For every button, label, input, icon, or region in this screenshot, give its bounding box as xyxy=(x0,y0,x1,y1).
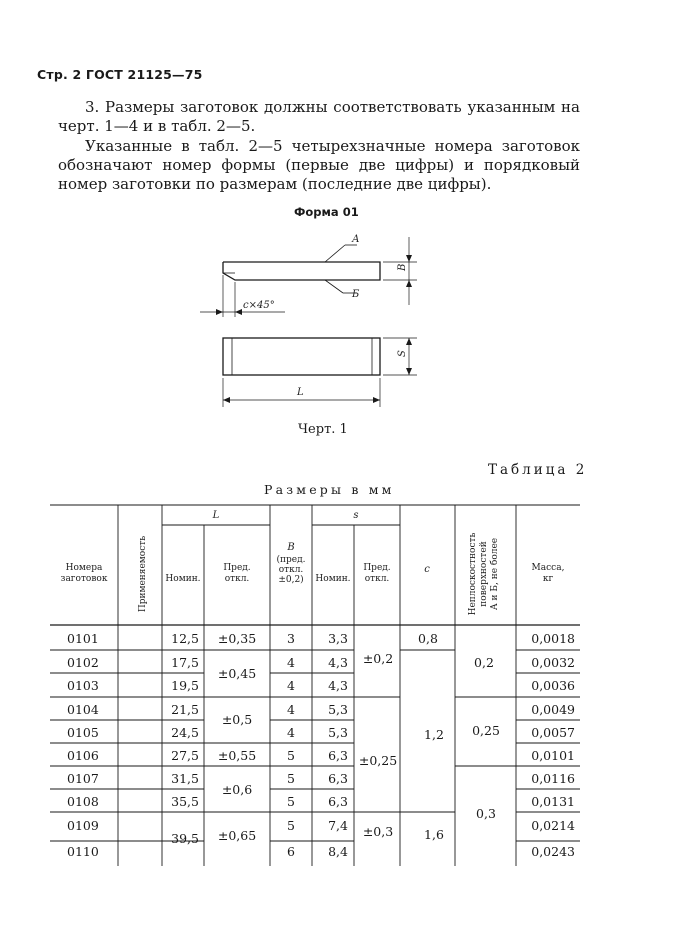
row-L: 24,5 xyxy=(171,725,199,740)
row-s: 7,4 xyxy=(328,818,348,833)
row-B: 5 xyxy=(287,771,295,786)
row-num: 0106 xyxy=(67,748,99,763)
row-s: 5,3 xyxy=(328,702,348,717)
label-a: А xyxy=(352,234,360,245)
hdr-L-nominal: Номин. xyxy=(165,574,201,584)
row-s: 6,3 xyxy=(328,748,348,763)
row-L-tol: ±0,65 xyxy=(217,828,257,843)
row-B: 4 xyxy=(287,655,295,670)
s-tol-group-2: ±0,25 xyxy=(358,753,398,768)
label-l: L xyxy=(297,387,304,398)
row-num: 0101 xyxy=(67,631,99,646)
hdr-c: c xyxy=(424,564,430,575)
row-num: 0109 xyxy=(67,818,99,833)
row-mass: 0,0131 xyxy=(531,794,575,809)
form-title: Форма 01 xyxy=(294,205,359,219)
row-B: 4 xyxy=(287,702,295,717)
hdr-mass-2: кг xyxy=(542,574,554,584)
row-L-tol: ±0,55 xyxy=(217,748,257,763)
row-num: 0103 xyxy=(67,678,99,693)
row-B: 5 xyxy=(287,748,295,763)
row-mass: 0,0036 xyxy=(531,678,575,693)
page-header: Стр. 2 ГОСТ 21125—75 xyxy=(37,67,203,82)
flat-group-1: 0,2 xyxy=(474,655,494,670)
row-B: 4 xyxy=(287,678,295,693)
row-s: 4,3 xyxy=(328,655,348,670)
table-body xyxy=(67,631,575,859)
hdr-number-1: Номера xyxy=(65,563,103,573)
row-B: 5 xyxy=(287,794,295,809)
row-mass: 0,0018 xyxy=(531,631,575,646)
row-s: 4,3 xyxy=(328,678,348,693)
hdr-applicability: Применяемость xyxy=(138,535,148,613)
s-tol-group-3: ±0,3 xyxy=(362,824,394,839)
table-title: Таблица 2 xyxy=(488,462,588,478)
row-B: 6 xyxy=(287,844,295,859)
hdr-s: s xyxy=(353,510,359,521)
row-B: 4 xyxy=(287,725,295,740)
row-B: 3 xyxy=(287,631,295,646)
row-mass: 0,0243 xyxy=(531,844,575,859)
row-mass: 0,0032 xyxy=(531,655,575,670)
flat-group-3: 0,3 xyxy=(476,806,496,821)
row-num: 0110 xyxy=(67,844,99,859)
hdr-mass-1: Масса, xyxy=(531,563,565,573)
chamfer-label: c×45° xyxy=(243,300,275,311)
row-s: 8,4 xyxy=(328,844,348,859)
row-s: 6,3 xyxy=(328,771,348,786)
c-group-1: 0,8 xyxy=(418,631,438,646)
row-L: 17,5 xyxy=(171,655,199,670)
row-L-tol: ±0,5 xyxy=(221,712,253,727)
row-num: 0104 xyxy=(67,702,99,717)
hdr-flatness-3: А и Б, не более xyxy=(490,537,500,611)
row-L: 19,5 xyxy=(171,678,199,693)
drawing-caption: Черт. 1 xyxy=(298,422,348,437)
row-num: 0102 xyxy=(67,655,99,670)
row-mass: 0,0049 xyxy=(531,702,575,717)
hdr-B-sub-1: (пред. xyxy=(276,555,306,565)
row-s: 6,3 xyxy=(328,794,348,809)
row-L-tol: ±0,6 xyxy=(221,782,253,797)
table-units: Размеры в мм xyxy=(264,482,395,497)
hdr-s-nominal: Номин. xyxy=(315,574,351,584)
hdr-B-sub-2: откл. xyxy=(278,565,304,575)
row-mass: 0,0101 xyxy=(531,748,575,763)
row-s: 3,3 xyxy=(328,631,348,646)
hdr-B: B xyxy=(287,542,295,553)
row-num: 0107 xyxy=(67,771,99,786)
label-b-cyr: Б xyxy=(352,289,360,300)
label-b: В xyxy=(397,263,408,271)
hdr-flatness-2: поверхностей xyxy=(479,541,489,607)
paragraph-sizes: 3. Размеры заготовок должны соответствовать указанным на черт. 1—4 и в табл. 2—5. xyxy=(58,98,580,135)
paragraph-numbering: Указанные в табл. 2—5 четырехзначные номера заготовок обозначают номер формы (первые две цифры) и порядковый номер заготовки по размерам (последние две цифры). xyxy=(58,137,580,193)
flat-group-2: 0,25 xyxy=(472,723,500,738)
c-group-3: 1,6 xyxy=(424,827,444,842)
c-group-2: 1,2 xyxy=(424,727,444,742)
hdr-B-sub-3: ±0,2) xyxy=(278,575,304,585)
row-L: 35,5 xyxy=(171,794,199,809)
hdr-s-tol-1: Пред. xyxy=(363,563,391,573)
s-tol-group-1: ±0,2 xyxy=(362,651,394,666)
row-s: 5,3 xyxy=(328,725,348,740)
hdr-L-tol-1: Пред. xyxy=(223,563,251,573)
row-L-tol: ±0,35 xyxy=(217,631,257,646)
label-s: S xyxy=(397,350,408,357)
row-mass: 0,0057 xyxy=(531,725,575,740)
row-B: 5 xyxy=(287,818,295,833)
row-lines xyxy=(50,650,580,841)
row-L-tol: ±0,45 xyxy=(217,666,257,681)
row-L: 39,5 xyxy=(171,831,199,846)
row-L: 31,5 xyxy=(171,771,199,786)
row-L: 21,5 xyxy=(171,702,199,717)
row-L: 12,5 xyxy=(171,631,199,646)
row-mass: 0,0116 xyxy=(531,771,575,786)
hdr-L-tol-2: откл. xyxy=(224,574,250,584)
row-num: 0105 xyxy=(67,725,99,740)
hdr-number-2: заготовок xyxy=(60,574,108,584)
row-num: 0108 xyxy=(67,794,99,809)
hdr-flatness-1: Неплоскостность xyxy=(468,532,478,616)
hdr-L: L xyxy=(212,510,220,521)
row-L: 27,5 xyxy=(171,748,199,763)
row-mass: 0,0214 xyxy=(531,818,575,833)
hdr-s-tol-2: откл. xyxy=(364,574,390,584)
